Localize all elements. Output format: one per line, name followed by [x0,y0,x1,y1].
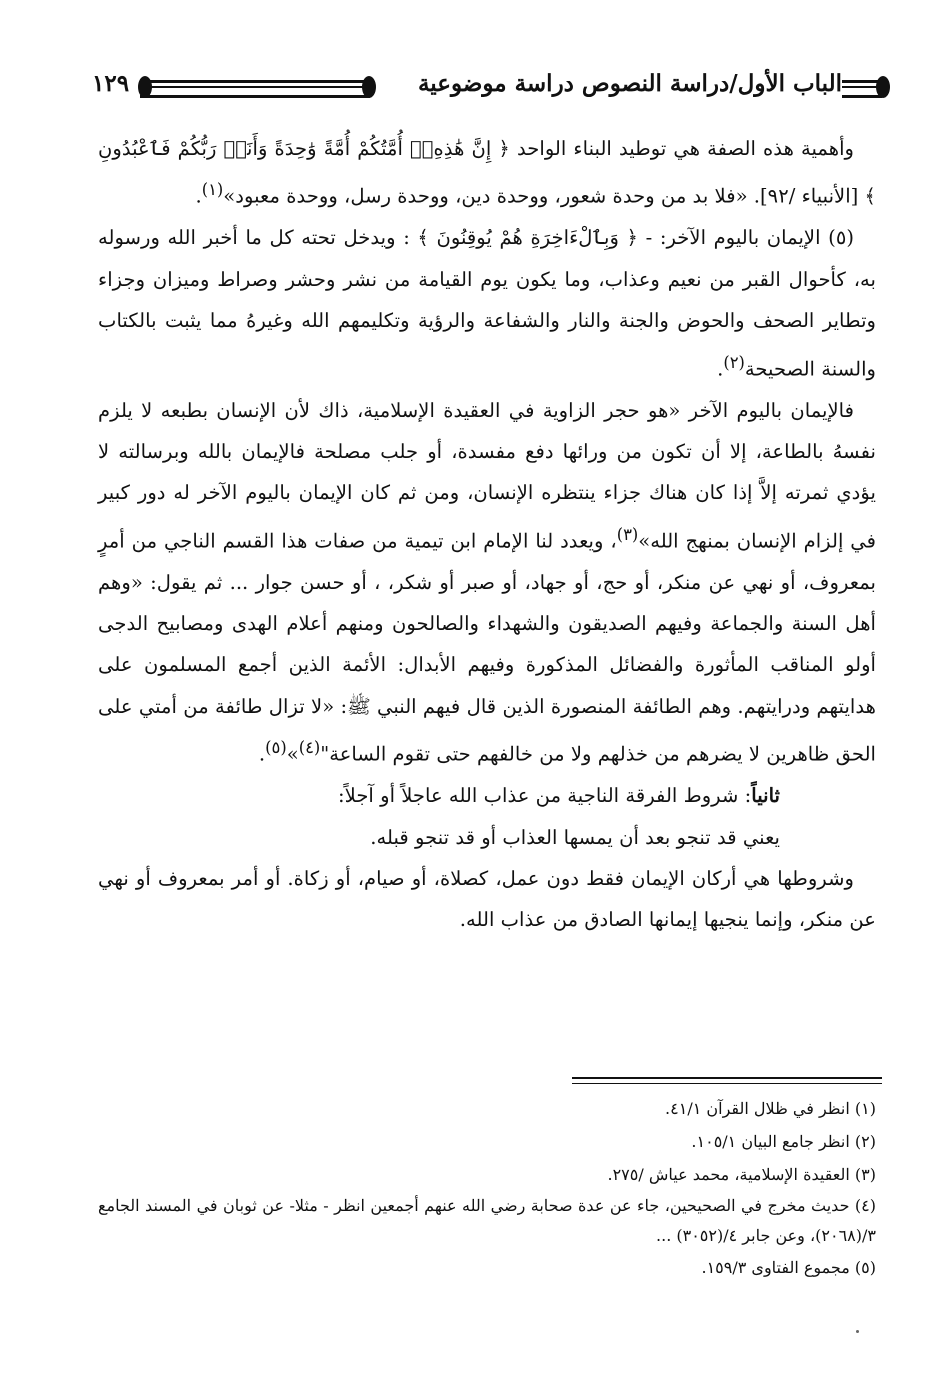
paragraph-meaning: يعني قد تنجو بعد أن يمسها العذاب أو قد تنجو قبله. [370,825,780,849]
footnote-3: (٣) العقيدة الإسلامية، محمد عياش /٢٧٥. [607,1165,876,1184]
header-rule-right [842,80,882,98]
paragraph-unity: وأهمية هذه الصفة هي توطيد البناء الواحد ﴿ إِنَّ هَٰذِهِۦٓ أُمَّتُكُمْ أُمَّةً وَٰحِدَةً وَأَنَا۠ رَبُّكُمْ فَٱعْبُدُونِ ﴾ [الأنبياء /٩٢]. «فلا بد من وحدة شعور، ووحدة دين، ووحدة رسل، ووحدة معبود»$^{(١)}$. [98,137,876,208]
footnote-divider-thin [572,1083,882,1084]
footnote-ref-3: (٣) [616,524,639,544]
header-ornament-left [138,76,152,98]
page-number: ١٢٩ [92,70,130,97]
header-rule-left [140,80,370,98]
chapter-title: الباب الأول/دراسة النصوص دراسة موضوعية [417,70,842,97]
paragraph-last-day: (٥) الإيمان باليوم الآخر: - ﴿ وَبِٱلْءَاخِرَةِ هُمْ يُوقِنُونَ ﴾ : ويدخل تحته كل ما أخبر الله ورسوله به، كأحوال القبر من نعيم وعذاب، وما يكون يوم القيامة من نشر وحشر وصراط وميزان وجزاء وتطاير الصحف والحوض والجنة والنار والشفاعة والرؤية وتكليمهم الله وغيرهُ مما يثبت بالكتاب والسنة الصحيحة$^{(٢)}$. [98,226,876,381]
section-heading-second: ثانياً: شروط الفرقة الناجية من عذاب الله عاجلاً أو آجلاً: [338,784,780,808]
footnote-1: (١) انظر في ظلال القرآن ٤١/١. [665,1099,876,1118]
main-text [98,128,876,941]
footnote-ref-2: (٢) [723,352,745,372]
footnote-ref-1: (١) [201,180,224,200]
page-header [92,66,882,110]
footnote-5: (٥) مجموع الفتاوى ١٥٩/٣. [701,1258,876,1277]
footnote-divider [572,1077,882,1079]
paragraph-conditions: وشروطها هي أركان الإيمان فقط دون عمل، كصلاة، أو صيام، أو زكاة. أو أمر بمعروف أو نهي عن منكر، وإنما ينجيها إيمانها الصادق من عذاب الله. [98,867,876,932]
footnotes [98,1092,876,1284]
footnote-4: (٤) حديث مخرج في الصحيحين، جاء عن عدة صحابة رضي الله عنهم أجمعين انظر - مثلا- عن ثوبان في المسند الجامع ٣/(٢٠٦٨)، وعن جابر ٤/(٣٠٥٢) ... [98,1196,876,1245]
footnote-2: (٢) انظر جامع البيان ١٠٥/١. [691,1132,876,1151]
footnote-ref-4: (٤) [298,738,321,758]
footnote-ref-5: (٥) [265,738,287,758]
page-speck [856,1330,859,1333]
paragraph-belief-last-day: فالإيمان باليوم الآخر «هو حجر الزاوية في العقيدة الإسلامية، ذاك لأن الإنسان بطبعه لا يلزم نفسهُ بالطاعة، إلا أن تكون من ورائها دفع مفسدة، أو جلب مصلحة فالإيمان بالله وبرسالته لا يؤدي ثمرته إلاَّ إذا كان هناك جزاء ينتظره الإنسان، ومن ثم كان الإيمان باليوم الآخر له دور كبير في إلزام الإنسان بمنهج الله»$^{(٣)}$، ويعدد لنا الإمام ابن تيمية من صفات هذا القسم الناجي من أمرٍ بمعروف، أو نهي عن منكر، أو حج، أو جهاد، أو صبر أو شكر، ، أو حسن جوار ... ثم يقول: «وهم أهل السنة والجماعة وفيهم الصديقون والشهداء والصالحون ومنهم أعلام الهدى ومصابيح الدجى أولو المناقب المأثورة والفضائل المذكورة وفيهم الأبدال: الأئمة الذين أجمع المسلمون على هدايتهم ودرايتهم. وهم الطائفة المنصورة الذين قال فيهم النبي ﷺ: «لا تزال طائفة من أمتي على الحق ظاهرين لا يضرهم من خذلهم ولا من خالفهم حتى تقوم الساعة"$^{(٤)}$»$^{(٥)}$. [98,398,876,766]
